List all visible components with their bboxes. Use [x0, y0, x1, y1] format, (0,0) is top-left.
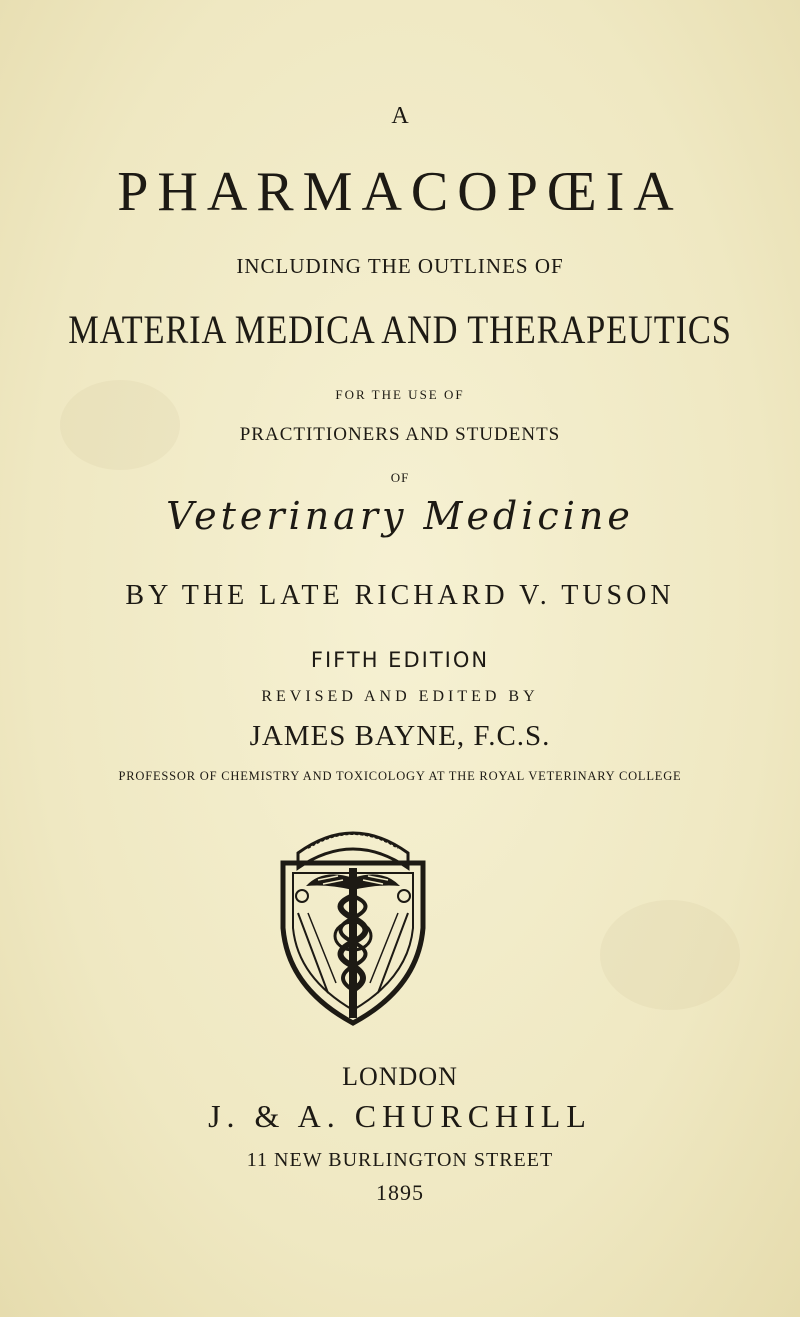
subtitle: INCLUDING THE OUTLINES OF — [236, 254, 564, 278]
editor-line: JAMES BAYNE, F.C.S. — [249, 720, 551, 752]
city-line: LONDON — [342, 1062, 458, 1091]
caduceus-shield-icon — [268, 818, 438, 1028]
edition-line: FIFTH EDITION — [310, 648, 490, 672]
for-use-line: FOR THE USE OF — [335, 387, 465, 402]
subject-line: MATERIA MEDICA AND THERAPEUTICS — [68, 307, 732, 352]
year-line: 1895 — [376, 1180, 424, 1205]
paper-stain — [600, 900, 740, 1010]
of-line: OF — [390, 470, 410, 485]
author-line: BY THE LATE RICHARD V. TUSON — [125, 580, 675, 611]
audience-line: PRACTITIONERS AND STUDENTS — [239, 424, 561, 445]
publisher-line: J. & A. CHURCHILL — [208, 1098, 592, 1134]
book-title: PHARMACOPŒIA — [117, 161, 683, 223]
address-line: 11 NEW BURLINGTON STREET — [246, 1149, 554, 1171]
editor-title-line: PROFESSOR OF CHEMISTRY AND TOXICOLOGY AT THE ROYAL VETERINARY COLLEGE — [118, 769, 682, 783]
field-line: Veterinary Medicine — [166, 494, 634, 538]
title-article: A — [391, 103, 409, 129]
revised-line: REVISED AND EDITED BY — [261, 688, 539, 705]
